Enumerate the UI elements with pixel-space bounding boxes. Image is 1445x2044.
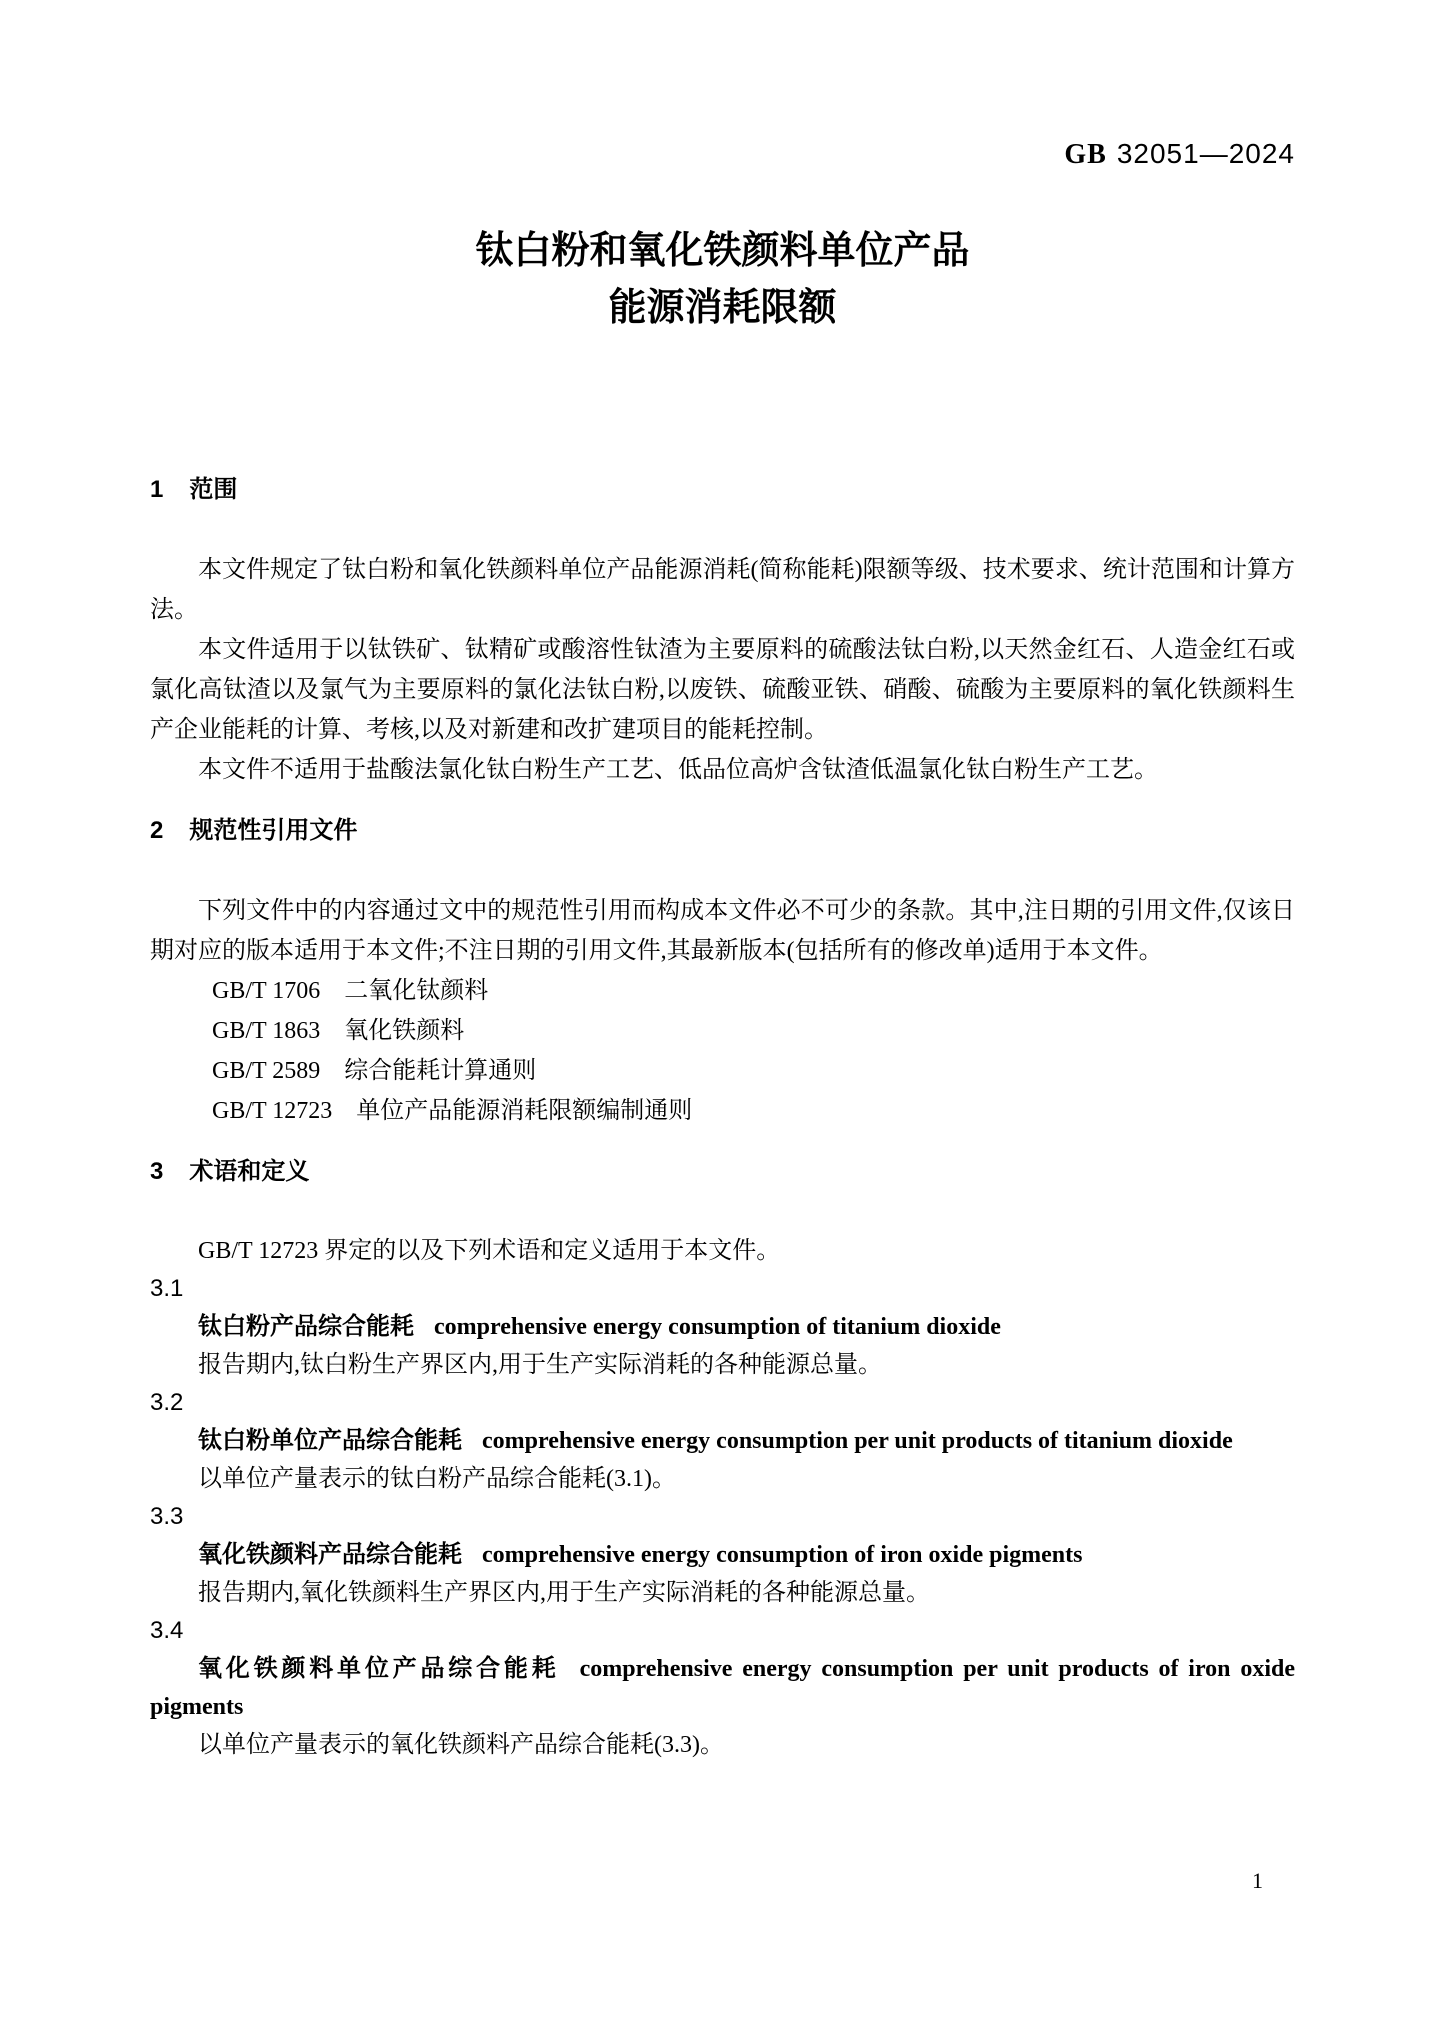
term-definition: 以单位产量表示的钛白粉产品综合能耗(3.1)。	[198, 1466, 676, 1492]
document-title	[150, 223, 1295, 337]
section-2-title: 规范性引用文件	[189, 817, 358, 844]
term-definition: 以单位产量表示的氧化铁颜料产品综合能耗(3.3)。	[198, 1732, 724, 1758]
paragraph-scope-1: 本文件规定了钛白粉和氧化铁颜料单位产品能源消耗(简称能耗)限额等级、技术要求、统计范围和计算方法。	[150, 557, 1295, 623]
term-entry	[150, 1270, 1295, 1384]
reference-title: 综合能耗计算通则	[344, 1058, 537, 1084]
section-3-heading	[150, 1157, 1295, 1186]
section-1-title: 范围	[189, 476, 238, 503]
term-english: comprehensive energy consumption of titanium dioxide	[434, 1314, 1001, 1340]
term-chinese: 钛白粉产品综合能耗	[198, 1313, 414, 1340]
reference-item	[150, 1051, 1295, 1091]
term-line	[150, 1308, 1295, 1346]
term-line	[150, 1536, 1295, 1574]
document-title-line2: 能源消耗限额	[608, 287, 837, 329]
reference-title: 二氧化钛颜料	[344, 978, 489, 1004]
standard-code-number: 32051—2024	[1116, 138, 1295, 169]
reference-item	[150, 1091, 1295, 1131]
section-3-body	[150, 1232, 1295, 1764]
term-entry	[150, 1498, 1295, 1612]
term-chinese: 氧化铁颜料产品综合能耗	[198, 1541, 462, 1568]
section-3-number: 3	[150, 1158, 164, 1185]
term-number: 3.3	[150, 1503, 184, 1530]
reference-code: GB/T 12723	[212, 1098, 333, 1124]
term-english: comprehensive energy consumption of iron oxide pigments	[482, 1542, 1083, 1568]
reference-code: GB/T 2589	[212, 1058, 321, 1084]
reference-item	[150, 1011, 1295, 1051]
reference-item	[150, 971, 1295, 1011]
term-english: comprehensive energy consumption per unit products of titanium dioxide	[482, 1428, 1233, 1454]
reference-title: 氧化铁颜料	[344, 1018, 465, 1044]
section-2-body	[150, 891, 1295, 1131]
section-2-heading	[150, 816, 1295, 845]
section-normative-references	[150, 816, 1295, 1131]
standard-number	[150, 138, 1295, 171]
term-entry	[150, 1384, 1295, 1498]
term-chinese: 氧化铁颜料单位产品综合能耗	[198, 1655, 560, 1682]
section-scope	[150, 475, 1295, 790]
term-number: 3.2	[150, 1389, 184, 1416]
section-1-heading	[150, 475, 1295, 504]
term-line	[150, 1650, 1295, 1726]
section-2-number: 2	[150, 817, 164, 844]
paragraph-scope-3: 本文件不适用于盐酸法氯化钛白粉生产工艺、低品位高炉含钛渣低温氯化钛白粉生产工艺。	[198, 757, 1158, 783]
term-chinese: 钛白粉单位产品综合能耗	[198, 1427, 462, 1454]
term-line	[150, 1422, 1295, 1460]
reference-title: 单位产品能源消耗限额编制通则	[356, 1098, 693, 1124]
term-definition: 报告期内,氧化铁颜料生产界区内,用于生产实际消耗的各种能源总量。	[198, 1580, 930, 1606]
section-terms-definitions	[150, 1157, 1295, 1764]
section-3-title: 术语和定义	[189, 1158, 310, 1185]
term-definition: 报告期内,钛白粉生产界区内,用于生产实际消耗的各种能源总量。	[198, 1352, 882, 1378]
paragraph-scope-2: 本文件适用于以钛铁矿、钛精矿或酸溶性钛渣为主要原料的硫酸法钛白粉,以天然金红石、人造金红石或氯化高钛渣以及氯气为主要原料的氯化法钛白粉,以废铁、硫酸亚铁、硝酸、硫酸为主要原料的氧化铁颜料生产企业能耗的计算、考核,以及对新建和改扩建项目的能耗控制。	[150, 637, 1295, 743]
paragraph-references-intro: 下列文件中的内容通过文中的规范性引用而构成本文件必不可少的条款。其中,注日期的引用文件,仅该日期对应的版本适用于本文件;不注日期的引用文件,其最新版本(包括所有的修改单)适用于本文件。	[150, 898, 1295, 964]
reference-code: GB/T 1863	[212, 1018, 321, 1044]
reference-code: GB/T 1706	[212, 978, 321, 1004]
term-english: comprehensive energy consumption per unit products of iron oxide pigments	[150, 1656, 1295, 1720]
paragraph-terms-intro: GB/T 12723 界定的以及下列术语和定义适用于本文件。	[198, 1238, 781, 1264]
section-1-body	[150, 550, 1295, 790]
section-1-number: 1	[150, 476, 164, 503]
term-number: 3.1	[150, 1275, 184, 1302]
term-entry	[150, 1612, 1295, 1764]
document-title-line1: 钛白粉和氧化铁颜料单位产品	[475, 230, 970, 272]
page-number: 1	[1252, 1868, 1263, 1893]
standard-code-prefix: GB	[1064, 139, 1107, 170]
term-number: 3.4	[150, 1617, 184, 1644]
